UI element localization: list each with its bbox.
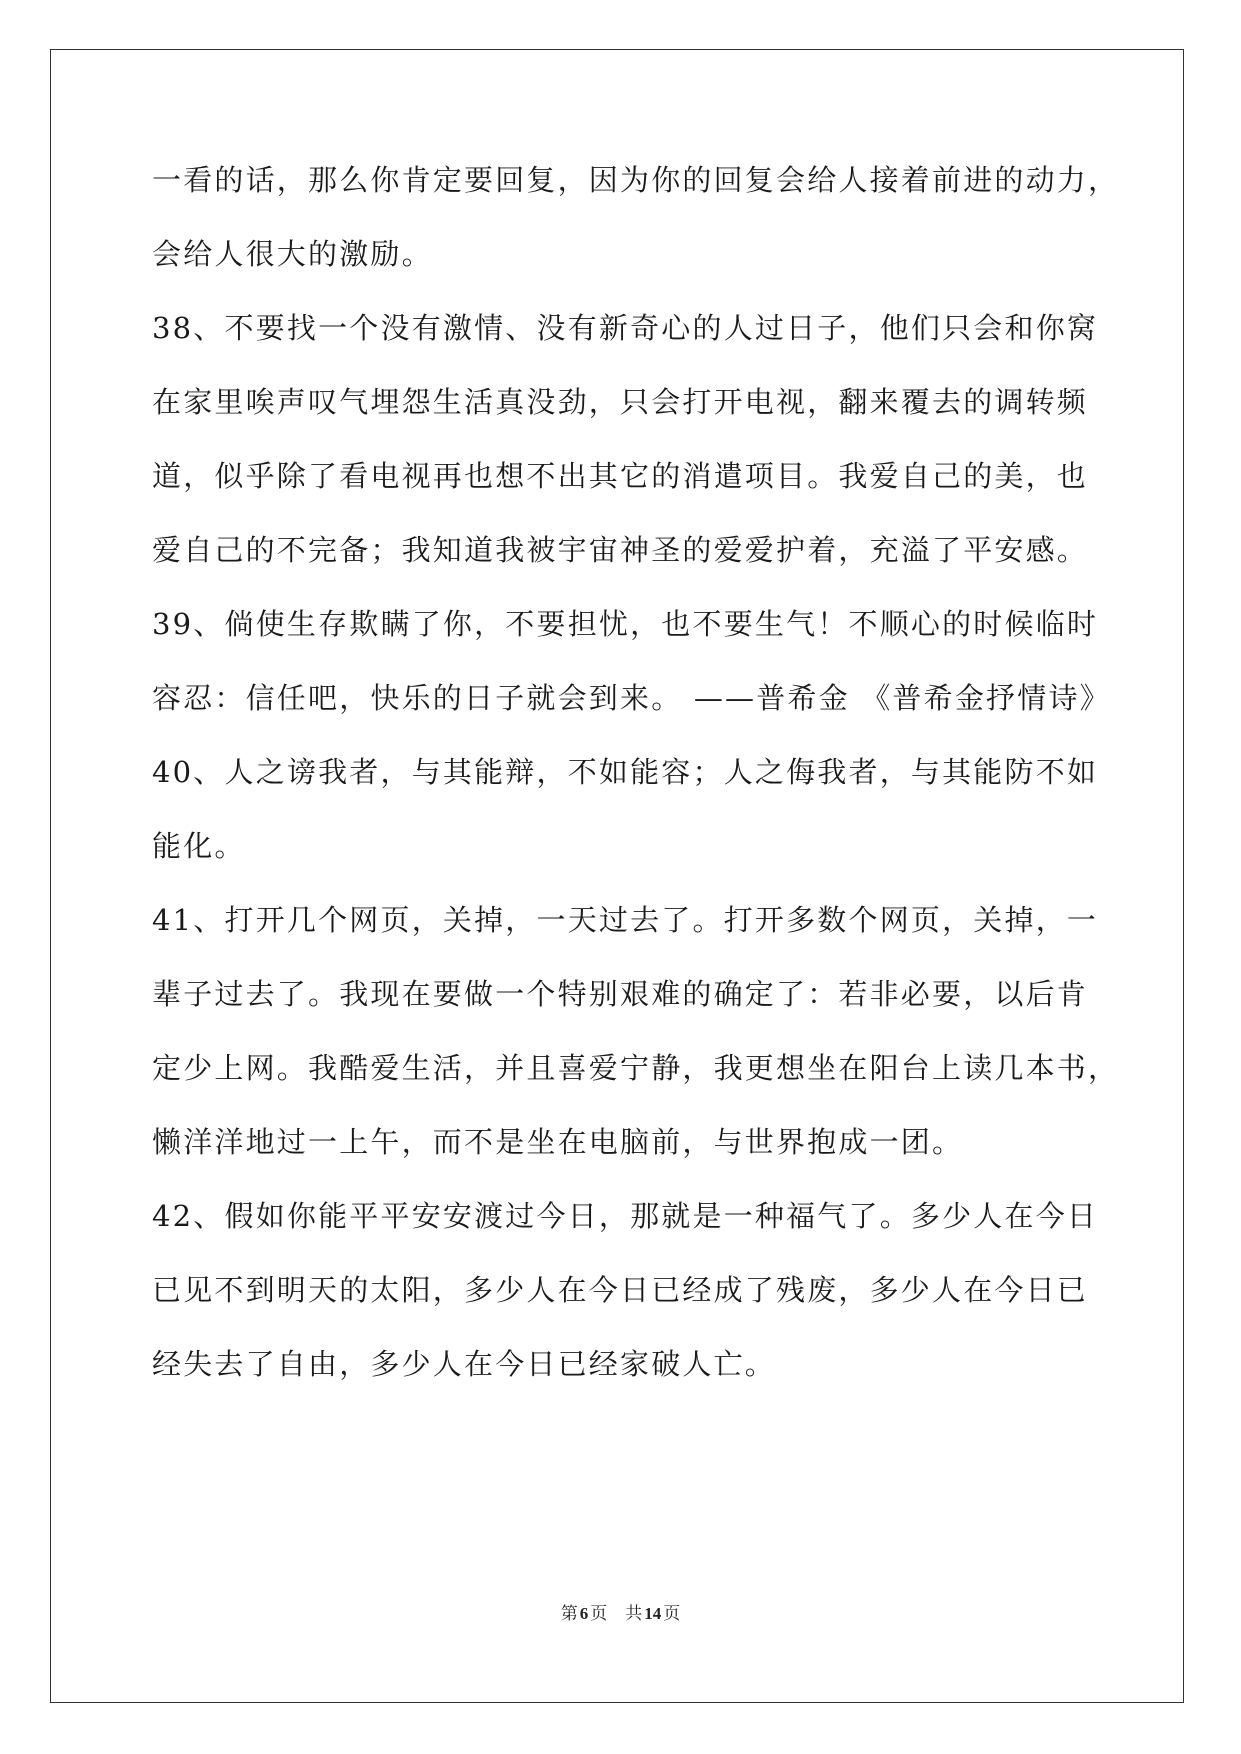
page-number: 6 [579, 1604, 589, 1623]
text-line: 41、打开几个网页，关掉，一天过去了。打开多数个网页，关掉，一 [152, 903, 1099, 937]
text-line: 40、人之谤我者，与其能辩，不如能容；人之侮我者，与其能防不如 [152, 755, 1099, 789]
page-prefix: 第 [560, 1604, 578, 1623]
text-line: 已见不到明天的太阳，多少人在今日已经成了残废，多少人在今日已 [152, 1273, 1089, 1307]
text-line: 42、假如你能平平安安渡过今日，那就是一种福气了。多少人在今日 [152, 1199, 1099, 1233]
text-line: 辈子过去了。我现在要做一个特别艰难的确定了：若非必要，以后肯 [152, 977, 1089, 1011]
text-line: 能化。 [152, 829, 246, 863]
text-line: 懒洋洋地过一上午，而不是坐在电脑前，与世界抱成一团。 [152, 1125, 964, 1159]
total-suffix: 页 [663, 1604, 681, 1623]
text-line: 在家里唉声叹气埋怨生活真没劲，只会打开电视，翻来覆去的调转频 [152, 385, 1089, 419]
text-line: 39、倘使生存欺瞒了你，不要担忧，也不要生气！不顺心的时候临时 [152, 607, 1099, 641]
text-line: 爱自己的不完备；我知道我被宇宙神圣的爱爱护着，充溢了平安感。 [152, 533, 1089, 567]
total-pages: 14 [644, 1604, 662, 1623]
text-line: 38、不要找一个没有激情、没有新奇心的人过日子，他们只会和你窝 [152, 311, 1099, 345]
page-suffix: 页 [590, 1604, 608, 1623]
text-line: 容忍：信任吧，快乐的日子就会到来。 ——普希金 《普希金抒情诗》 [152, 681, 1111, 715]
text-line: 一看的话，那么你肯定要回复，因为你的回复会给人接着前进的动力， [152, 163, 1120, 197]
total-prefix: 共 [625, 1604, 643, 1623]
text-line: 会给人很大的激励。 [152, 237, 433, 271]
page-border [50, 49, 1184, 1703]
text-line: 定少上网。我酷爱生活，并且喜爱宁静，我更想坐在阳台上读几本书， [152, 1051, 1120, 1085]
page-footer [0, 1602, 1241, 1626]
text-line: 道，似乎除了看电视再也想不出其它的消遣项目。我爱自己的美，也 [152, 459, 1089, 493]
text-line: 经失去了自由，多少人在今日已经家破人亡。 [152, 1347, 777, 1381]
